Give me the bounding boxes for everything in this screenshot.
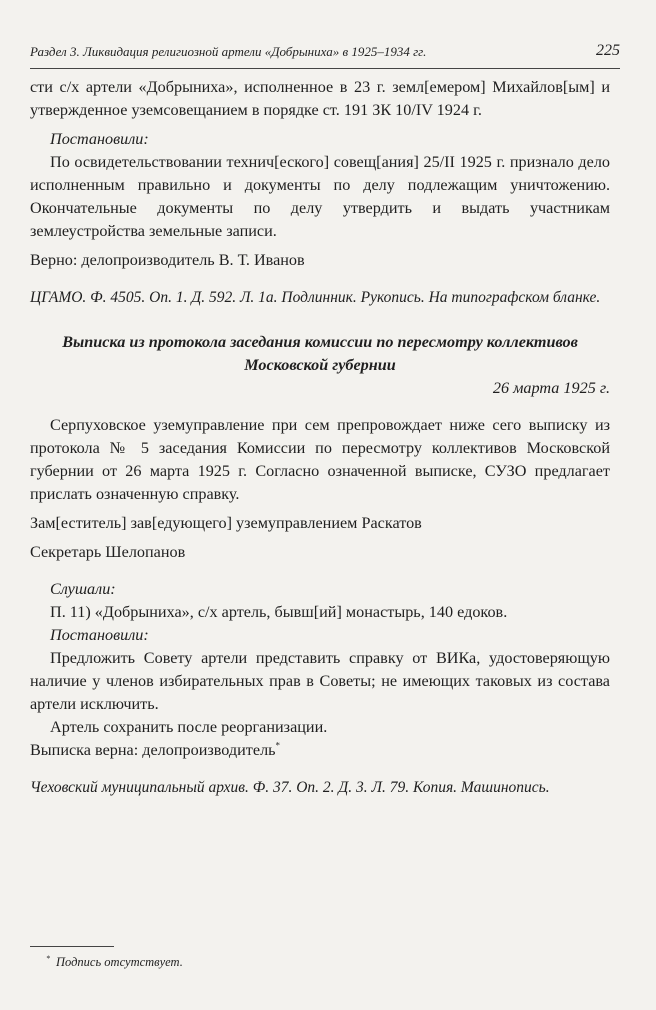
- doc2-resolved-label: Постановили:: [50, 626, 149, 644]
- doc2-certified: Выписка верна: делопроизводитель: [30, 741, 276, 759]
- doc1-continuation: сти с/х артели «Добрыниха», исполненное в 23 г. земл[емером] Михайлов[ым] и утвержденное уземсовещанием в порядке ст. 191 ЗК 10/IV 1924 г.: [30, 78, 610, 119]
- running-title: Раздел 3. Ликвидация религиозной артели «Добрыниха» в 1925–1934 гг.: [30, 44, 427, 59]
- doc2-heard-item: П. 11) «Добрыниха», с/х артель, бывш[ий] монастырь, 140 едоков.: [50, 603, 508, 621]
- doc2-keep: Артель сохранить после реорганизации.: [50, 718, 328, 736]
- footnote-rule: [30, 946, 114, 947]
- page-body: [30, 76, 610, 799]
- doc2-heard-label: Слушали:: [50, 580, 116, 598]
- doc1-resolution: По освидетельствовании технич[еского] совещ[ания] 25/II 1925 г. признало дело исполненным правильно и документы по делу подлежащим уничтожению. Окончательные документы по делу утвердить и выдать участникам землеустройства земельные записи.: [30, 153, 610, 240]
- doc1-resolved-label: Постановили:: [50, 130, 149, 148]
- doc2-title: Выписка из протокола заседания комиссии по пересмотру коллективов Московской губернии: [62, 333, 578, 374]
- doc2-resolution: Предложить Совету артели представить справку от ВИКа, удостоверяющую наличие у членов избирательных прав в Советы; не имеющих таковых из состава артели исключить.: [30, 649, 610, 713]
- doc2-certified-line: [30, 739, 610, 762]
- footnote-mark: *: [46, 953, 50, 963]
- doc2-date: 26 марта 1925 г.: [492, 379, 610, 397]
- page-number: 225: [596, 42, 620, 59]
- footnote-reference: *: [275, 740, 281, 751]
- doc2-deputy: Зам[еститель] зав[едующего] уземуправлением Раскатов: [30, 514, 422, 532]
- header-rule: [30, 68, 620, 69]
- footnote-text: Подпись отсутствует.: [56, 955, 183, 969]
- doc2-intro: Серпуховское уземуправление при сем препровождает ниже сего выписку из протокола № 5 заседания Комиссии по пересмотру коллективов Московской губернии от 26 марта 1925 г. Согласно означенной выписке, СУЗО предлагает прислать означенную справку.: [30, 416, 610, 503]
- doc2-secretary: Секретарь Шелопанов: [30, 543, 186, 561]
- doc1-certified: Верно: делопроизводитель В. Т. Иванов: [30, 251, 305, 269]
- footnote: [46, 954, 606, 970]
- doc1-source: ЦГАМО. Ф. 4505. Оп. 1. Д. 592. Л. 1а. Подлинник. Рукопись. На типографском бланке.: [30, 289, 601, 306]
- doc2-source: Чеховский муниципальный архив. Ф. 37. Оп. 2. Д. 3. Л. 79. Копия. Машинопись.: [30, 779, 550, 796]
- running-header: [30, 44, 620, 60]
